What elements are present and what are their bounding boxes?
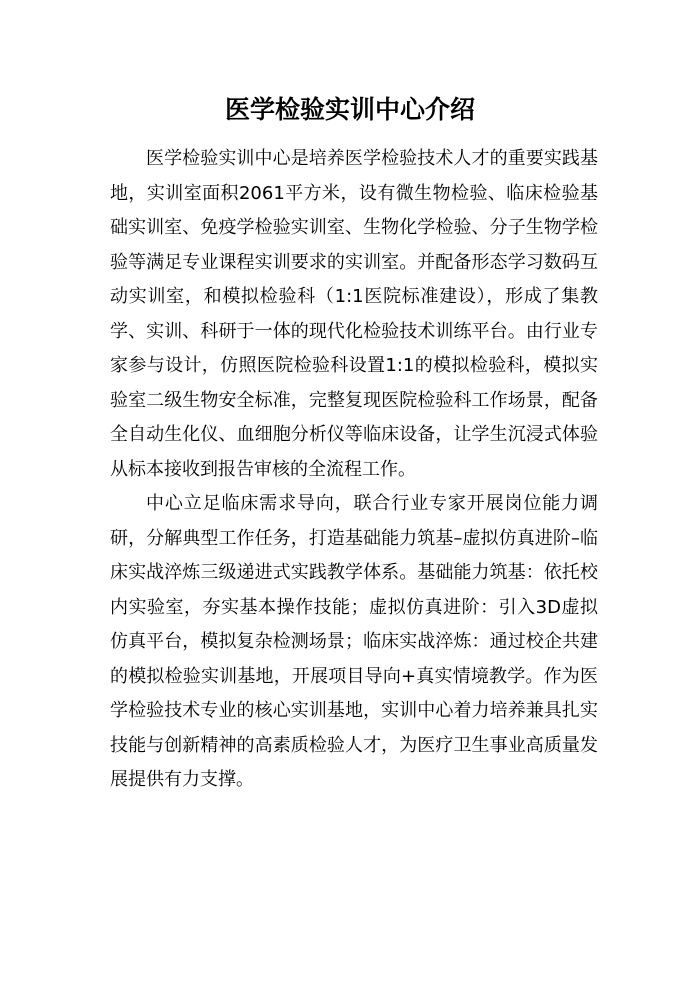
paragraph-1: 医学检验实训中心是培养医学检验技术人才的重要实践基地，实训室面积2061平方米，设有微生物检验、临床检验基础实训室、免疫学检验实训室、生物化学检验、分子生物学检验等满足专业课程实训要求的实训室。并配备形态学习数码互动实训室，和模拟检验科（1:1医院标准建设），形成了集教学、实训、科研于一体的现代化检验技术训练平台。由行业专家参与设计，仿照医院检验科设置1:1的模拟检验科，模拟实验室二级生物安全标准，完整复现医院检验科工作场景，配备全自动生化仪、血细胞分析仪等临床设备，让学生沉浸式体验从标本接收到报告审核的全流程工作。 (110, 148, 598, 480)
document-title: 医学检验实训中心介绍 (224, 95, 475, 124)
document-body (110, 142, 598, 798)
paragraph-2: 中心立足临床需求导向，联合行业专家开展岗位能力调研，分解典型工作任务，打造基础能力筑基–虚拟仿真进阶–临床实战淬炼三级递进式实践教学体系。基础能力筑基：依托校内实验室，夯实基本操作技能；虚拟仿真进阶：引入3D虚拟仿真平台，模拟复杂检测场景；临床实战淬炼：通过校企共建的模拟检验实训基地，开展项目导向+真实情境教学。作为医学检验技术专业的核心实训基地，实训中心着力培养兼具扎实技能与创新精神的高素质检验人才，为医疗卫生事业高质量发展提供有力支撑。 (110, 493, 598, 790)
